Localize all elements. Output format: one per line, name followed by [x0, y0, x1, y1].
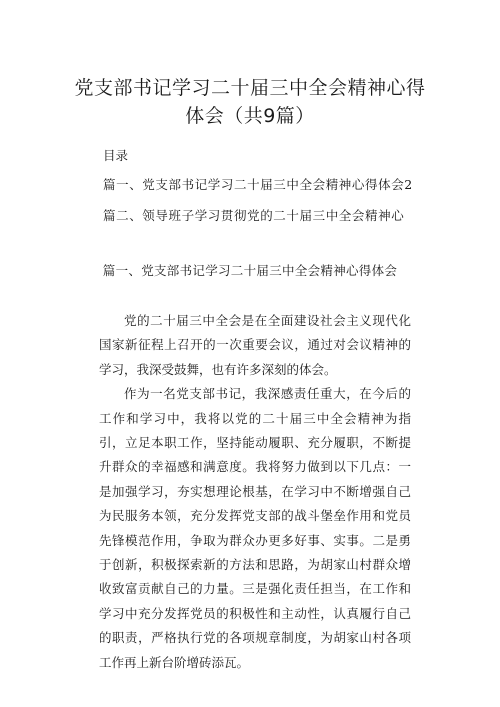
document-title-line-2: 体会（共9篇）	[185, 105, 315, 127]
section-heading: 篇一、党支部书记学习二十届三中全会精神心得体会	[102, 263, 398, 278]
document-title	[0, 74, 500, 130]
section-body	[99, 309, 411, 675]
toc-item[interactable]: 篇一、党支部书记学习二十届三中全会精神心得体会2	[103, 177, 413, 192]
body-paragraph: 作为一名党支部书记，我深感责任重大，在今后的工作和学习中，我将以党的二十届三中全会精神为指引，立足本职工作，坚持能动履职、充分履职，不断提升群众的幸福感和满意度。我将努力做到以下几点：一是加强学习，夯实想理论根基，在学习中不断增强自己为民服务本领，充分发挥党支部的战斗堡垒作用和党员先锋模范作用，争取为群众办更多好事、实事。二是勇于创新，积极探索新的方法和思路，为胡家山村群众增收致富贡献自己的力量。三是强化责任担当，在工作和学习中充分发挥党员的积极性和主动性，认真履行自己的职责，严格执行党的各项规章制度，为胡家山村各项工作再上新台阶增砖添瓦。	[99, 386, 411, 670]
body-paragraph: 党的二十届三中全会是在全面建设社会主义现代化国家新征程上召开的一次重要会议，通过对会议精神的学习，我深受鼓舞，也有许多深刻的体会。	[99, 313, 411, 377]
document-title-line-1: 党支部书记学习二十届三中全会精神心得	[74, 77, 426, 99]
toc-item[interactable]: 篇二、领导班子学习贯彻党的二十届三中全会精神心	[103, 208, 405, 223]
toc-heading: 目录	[103, 148, 129, 163]
